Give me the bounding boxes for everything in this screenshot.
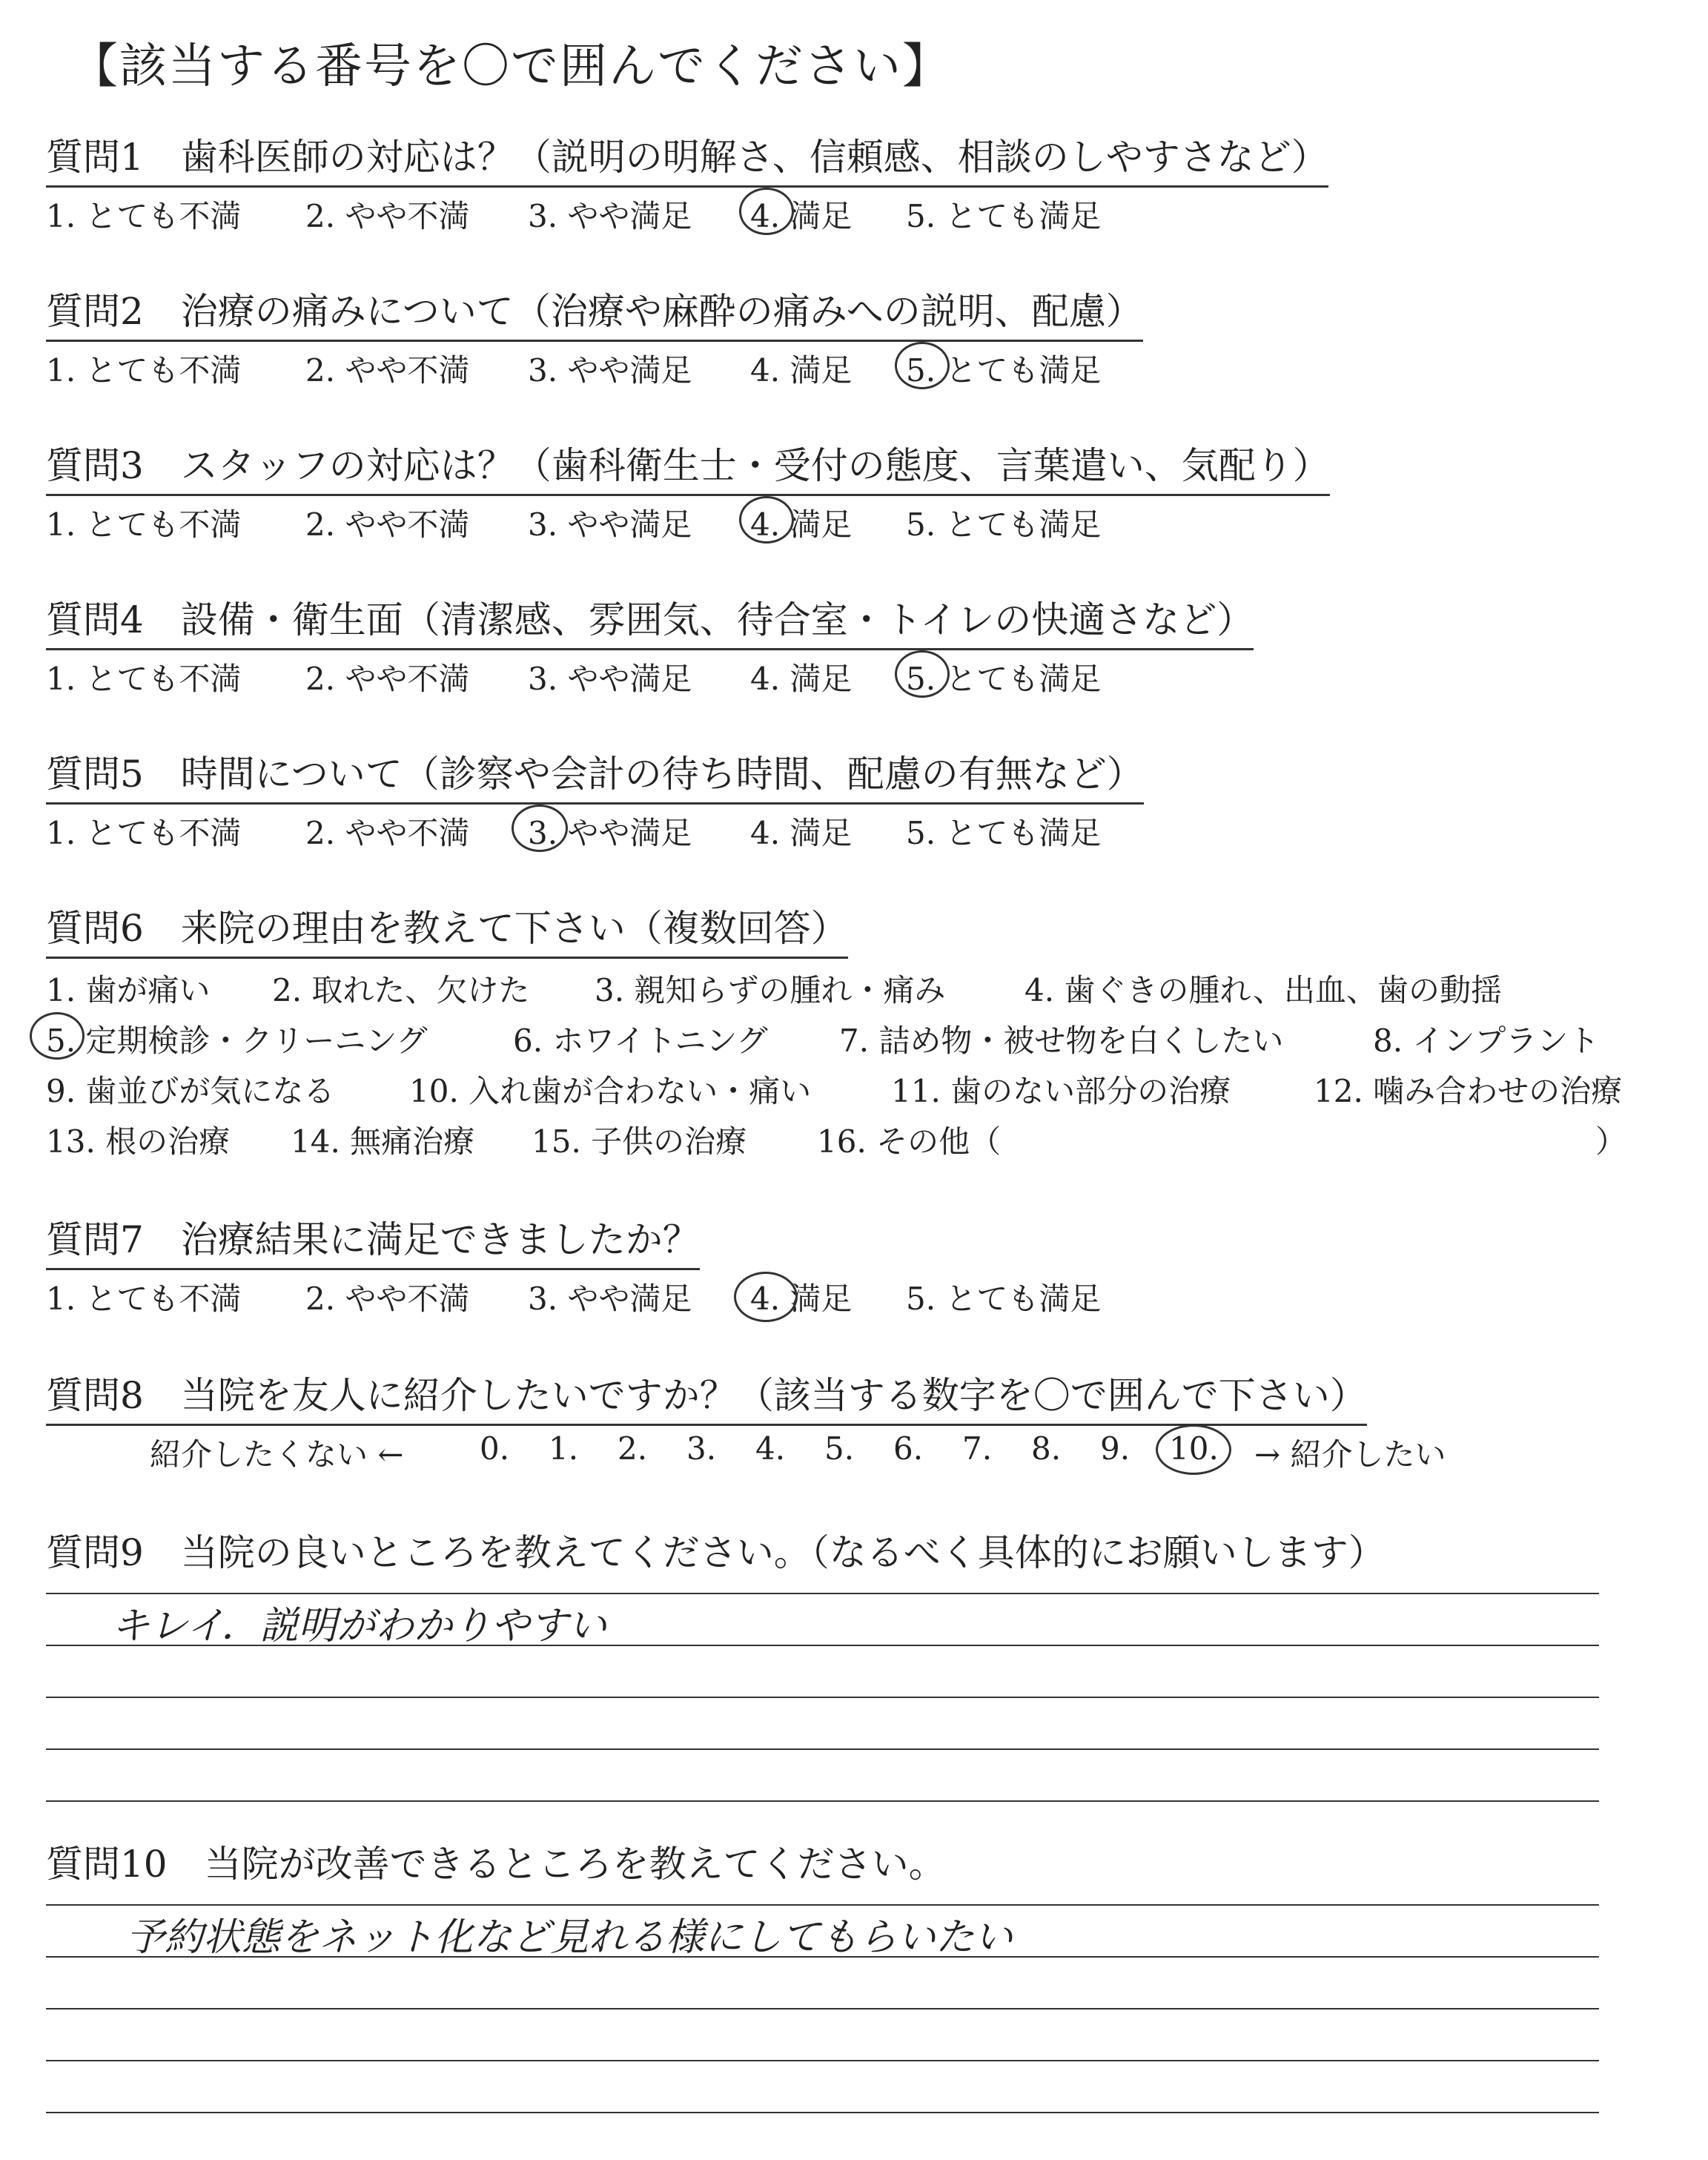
q6-option-10[interactable]: 10. 入れ歯が合わない・痛い bbox=[409, 1073, 812, 1109]
question-9-title: 質問9 当院の良いところを教えてください。（なるべく具体的にお願いします） bbox=[46, 1531, 1386, 1574]
question-4-title: 質問4 設備・衛生面（清潔感、雰囲気、待合室・トイレの快適さなど） bbox=[46, 596, 1254, 650]
q8-scale-6[interactable]: 6. bbox=[893, 1430, 924, 1467]
q6-option-2[interactable]: 2. 取れた、欠けた bbox=[272, 972, 530, 1008]
q4-option-4[interactable]: 4. 満足 bbox=[750, 661, 853, 697]
q9-answer-line-3 bbox=[46, 1697, 1599, 1698]
page-heading: 【該当する番号を〇で囲んでください】 bbox=[70, 39, 951, 94]
q1-selected-circle bbox=[739, 188, 794, 235]
q7-selected-circle bbox=[734, 1272, 798, 1322]
q4-option-2[interactable]: 2. やや不満 bbox=[305, 661, 470, 697]
q6-row-3 bbox=[46, 1067, 1640, 1117]
q5-option-3[interactable]: 3. やや満足 bbox=[528, 815, 692, 851]
q7-option-1[interactable]: 1. とても不満 bbox=[46, 1281, 242, 1317]
q2-option-2[interactable]: 2. やや不満 bbox=[305, 352, 470, 389]
q8-scale-8[interactable]: 8. bbox=[1031, 1430, 1062, 1467]
q6-option-13[interactable]: 13. 根の治療 bbox=[46, 1123, 231, 1160]
q5-option-1[interactable]: 1. とても不満 bbox=[46, 815, 242, 851]
q8-scale-5[interactable]: 5. bbox=[824, 1430, 855, 1467]
q6-option-15[interactable]: 15. 子供の治療 bbox=[532, 1123, 747, 1160]
q6-option-16[interactable]: 16. その他（ bbox=[817, 1123, 1002, 1160]
q4-option-5[interactable]: 5. とても満足 bbox=[906, 661, 1102, 697]
q4-option-1[interactable]: 1. とても不満 bbox=[46, 661, 242, 697]
question-5-title: 質問5 時間について（診察や会計の待ち時間、配慮の有無など） bbox=[46, 750, 1144, 805]
q6-option-9[interactable]: 9. 歯並びが気になる bbox=[46, 1073, 335, 1109]
q3-option-3[interactable]: 3. やや満足 bbox=[528, 506, 692, 543]
q10-answer-line-4 bbox=[46, 2060, 1599, 2061]
q7-option-4[interactable]: 4. 満足 bbox=[750, 1281, 853, 1317]
q4-option-3[interactable]: 3. やや満足 bbox=[528, 661, 692, 697]
question-6-title: 質問6 来院の理由を教えて下さい（複数回答） bbox=[46, 905, 848, 959]
question-4-options bbox=[46, 655, 1640, 707]
q4-selected-circle bbox=[895, 650, 950, 698]
q10-handwritten-answer[interactable]: 予約状態をネット化など見れる様にしてもらいたい bbox=[126, 1915, 1013, 1960]
q2-option-5[interactable]: 5. とても満足 bbox=[906, 352, 1102, 389]
question-3-title: 質問3 スタッフの対応は？（歯科衛生士・受付の態度、言葉遣い、気配り） bbox=[46, 442, 1330, 496]
q5-option-5[interactable]: 5. とても満足 bbox=[906, 815, 1102, 851]
q8-right-label: → 紹介したい bbox=[1254, 1436, 1446, 1473]
question-8-scale bbox=[46, 1430, 1640, 1482]
q5-option-2[interactable]: 2. やや不満 bbox=[305, 815, 470, 851]
q8-scale-3[interactable]: 3. bbox=[686, 1430, 717, 1467]
q6-option-1[interactable]: 1. 歯が痛い bbox=[46, 972, 211, 1008]
question-4 bbox=[46, 596, 1640, 707]
q2-option-3[interactable]: 3. やや満足 bbox=[528, 352, 692, 389]
q9-handwritten-answer[interactable]: キレイ．説明がわかりやすい bbox=[111, 1604, 607, 1648]
q8-scale-7[interactable]: 7. bbox=[962, 1430, 993, 1467]
q2-option-4[interactable]: 4. 満足 bbox=[750, 352, 853, 389]
q6-other-close-paren: ） bbox=[1595, 1123, 1627, 1160]
q8-scale-9[interactable]: 9. bbox=[1100, 1430, 1131, 1467]
q3-option-5[interactable]: 5. とても満足 bbox=[906, 506, 1102, 543]
q8-scale-2[interactable]: 2. bbox=[618, 1430, 648, 1467]
q9-answer-line-5 bbox=[46, 1800, 1599, 1802]
question-2 bbox=[46, 288, 1640, 398]
q1-option-5[interactable]: 5. とても満足 bbox=[906, 198, 1102, 234]
question-7-options bbox=[46, 1275, 1640, 1327]
q1-option-1[interactable]: 1. とても不満 bbox=[46, 198, 242, 234]
q6-row-2 bbox=[46, 1017, 1640, 1067]
q10-answer-line-5 bbox=[46, 2112, 1599, 2113]
q1-option-4[interactable]: 4. 満足 bbox=[750, 198, 853, 234]
question-7-title: 質問7 治療結果に満足できましたか？ bbox=[46, 1216, 700, 1270]
question-3 bbox=[46, 442, 1640, 552]
question-1 bbox=[46, 133, 1640, 244]
question-8-title: 質問8 当院を友人に紹介したいですか？（該当する数字を〇で囲んで下さい） bbox=[46, 1372, 1367, 1426]
q6-option-14[interactable]: 14. 無痛治療 bbox=[291, 1123, 475, 1160]
question-5 bbox=[46, 750, 1640, 861]
question-2-title: 質問2 治療の痛みについて（治療や麻酔の痛みへの説明、配慮） bbox=[46, 288, 1143, 342]
question-3-options bbox=[46, 501, 1640, 552]
q3-option-1[interactable]: 1. とても不満 bbox=[46, 506, 242, 543]
q6-selected-circle bbox=[30, 1012, 85, 1060]
q5-selected-circle bbox=[512, 805, 568, 852]
q8-scale-4[interactable]: 4. bbox=[755, 1430, 786, 1467]
q8-scale-0[interactable]: 0. bbox=[480, 1430, 510, 1467]
question-1-title: 質問1 歯科医師の対応は？（説明の明解さ、信頼感、相談のしやすさなど） bbox=[46, 133, 1328, 188]
q6-option-7[interactable]: 7. 詰め物・被せ物を白くしたい bbox=[839, 1023, 1284, 1059]
q6-option-3[interactable]: 3. 親知らずの腫れ・痛み bbox=[595, 972, 946, 1008]
q9-answer-line-4 bbox=[46, 1748, 1599, 1750]
q3-option-2[interactable]: 2. やや不満 bbox=[305, 506, 470, 543]
question-6 bbox=[46, 905, 1640, 1168]
question-10-title: 質問10 当院が改善できるところを教えてください。 bbox=[46, 1843, 946, 1886]
q8-scale-10[interactable]: 10. bbox=[1169, 1430, 1219, 1467]
q8-left-label: 紹介したくない ← bbox=[150, 1436, 404, 1473]
q6-option-8[interactable]: 8. インプラント bbox=[1373, 1023, 1600, 1059]
question-5-options bbox=[46, 809, 1640, 861]
q6-option-11[interactable]: 11. 歯のない部分の治療 bbox=[891, 1073, 1231, 1109]
q8-scale-1[interactable]: 1. bbox=[549, 1430, 579, 1467]
q10-answer-line-3 bbox=[46, 2008, 1599, 2009]
question-1-options bbox=[46, 192, 1640, 244]
question-7 bbox=[46, 1216, 1640, 1327]
question-2-options bbox=[46, 346, 1640, 398]
q7-option-3[interactable]: 3. やや満足 bbox=[528, 1281, 692, 1317]
q6-option-4[interactable]: 4. 歯ぐきの腫れ、出血、歯の動揺 bbox=[1025, 972, 1502, 1008]
q5-option-4[interactable]: 4. 満足 bbox=[750, 815, 853, 851]
q6-option-5[interactable]: 5. 定期検診・クリーニング bbox=[46, 1023, 428, 1059]
q2-selected-circle bbox=[895, 342, 950, 389]
q6-row-4 bbox=[46, 1117, 1640, 1168]
q3-option-4[interactable]: 4. 満足 bbox=[750, 506, 853, 543]
q7-option-5[interactable]: 5. とても満足 bbox=[906, 1281, 1102, 1317]
question-8 bbox=[46, 1372, 1640, 1482]
q1-option-3[interactable]: 3. やや満足 bbox=[528, 198, 692, 234]
q8-selected-circle bbox=[1156, 1424, 1231, 1475]
q6-option-6[interactable]: 6. ホワイトニング bbox=[513, 1023, 768, 1059]
q6-option-12[interactable]: 12. 噛み合わせの治療 bbox=[1314, 1073, 1623, 1109]
q6-row-1 bbox=[46, 966, 1640, 1017]
q2-option-1[interactable]: 1. とても不満 bbox=[46, 352, 242, 389]
q7-option-2[interactable]: 2. やや不満 bbox=[305, 1281, 470, 1317]
q3-selected-circle bbox=[739, 496, 794, 544]
q1-option-2[interactable]: 2. やや不満 bbox=[305, 198, 470, 234]
